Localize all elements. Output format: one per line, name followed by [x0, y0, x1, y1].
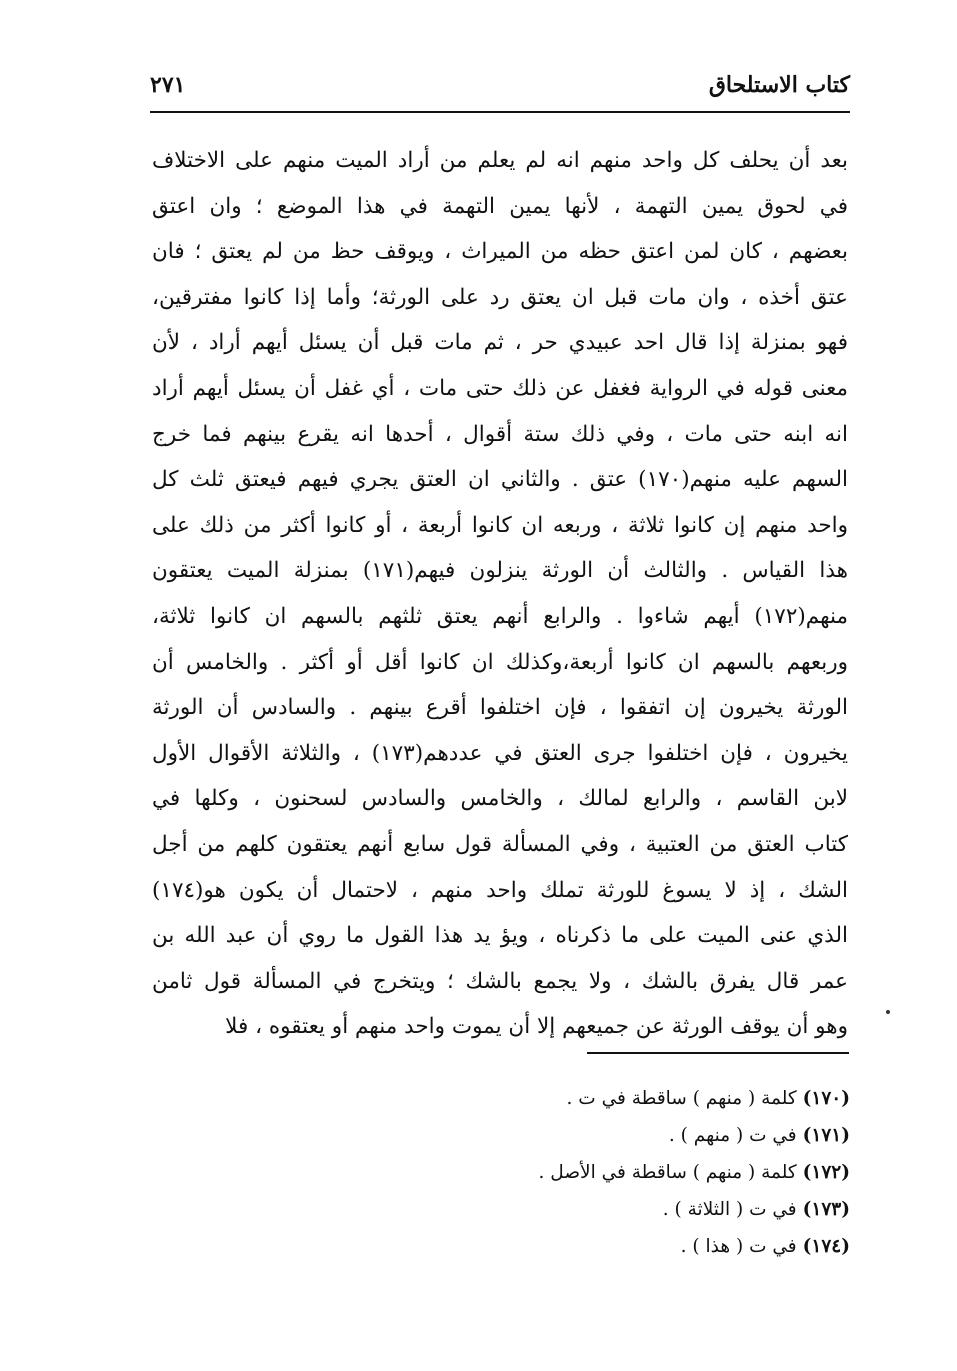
page-header: [150, 70, 850, 110]
footnote-number: (١٧١): [802, 1125, 850, 1146]
text-line: بعد أن يحلف كل واحد منهم انه لم يعلم من أراد الميت منهم على الاختلاف: [152, 148, 848, 173]
footnote-text: في ت ( الثلاثة ) .: [662, 1199, 797, 1220]
page-number: ٢٧١: [150, 72, 186, 98]
footnote-text: كلمة ( منهم ) ساقطة في الأصل .: [538, 1162, 797, 1183]
text-line: هذا القياس . والثالث أن الورثة ينزلون فيهم(١٧١) بمنزلة الميت يعتقون: [152, 558, 848, 584]
text-line: عتق أخذه ، وان مات قبل ان يعتق رد على الورثة؛ وأما إذا كانوا مفترقين،: [152, 284, 848, 310]
footnote-text: في ت ( منهم ) .: [668, 1125, 797, 1146]
text-line: يخيرون ، فإن اختلفوا جرى العتق في عددهم(١٧٣) ، والثلاثة الأقوال الأول: [152, 740, 848, 766]
footnote: [300, 1191, 850, 1228]
footnote-number: (١٧٠): [802, 1088, 850, 1109]
footnote-text: كلمة ( منهم ) ساقطة في ت .: [566, 1088, 797, 1109]
footnote-number: (١٧٢): [802, 1162, 850, 1183]
text-line: بعضهم ، كان لمن اعتق حظه من الميراث ، ويوقف حظ من لم يعتق ؛ فان: [152, 239, 848, 265]
footnote-separator: [587, 1052, 849, 1054]
footnote-number: (١٧٤): [802, 1236, 850, 1257]
text-line: واحد منهم إن كانوا ثلاثة ، وربعه ان كانوا أربعة ، أو كانوا أكثر من ذلك على: [152, 512, 848, 538]
footnote: [300, 1117, 850, 1154]
text-line: الورثة يخيرون إن اتفقوا ، فإن اختلفوا أقرع بينهم . والسادس أن الورثة: [152, 695, 848, 721]
footnote-number: (١٧٣): [802, 1199, 850, 1220]
footnote: [300, 1154, 850, 1191]
text-line: معنى قوله في الرواية فغفل عن ذلك حتى مات ، أي غفل أن يسئل أيهم أراد: [152, 375, 848, 401]
text-line: كتاب العتق من العتبية ، وفي المسألة قول سابع أنهم يعتقون كلهم من أجل: [152, 831, 848, 857]
running-title: كتاب الاستلحاق: [708, 72, 850, 98]
text-line: لابن القاسم ، والرابع لمالك ، والخامس والسادس لسحنون ، وكلها في: [152, 786, 848, 812]
text-line: في لحوق يمين التهمة ، لأنها يمين التهمة في هذا الموضع ؛ وان اعتق: [152, 193, 848, 219]
main-text: [152, 138, 848, 1050]
header-rule: [150, 111, 850, 113]
text-line: انه ابنه حتى مات ، وفي ذلك ستة أقوال ، أحدها انه يقرع بينهم فما خرج: [152, 421, 848, 447]
text-line: فهو بمنزلة إذا قال احد عبيدي حر ، ثم مات قبل أن يسئل أيهم أراد ، لأن: [152, 330, 848, 356]
text-line: السهم عليه منهم(١٧٠) عتق . والثاني ان العتق يجري فيهم فيعتق ثلث كل: [152, 467, 848, 493]
text-line: منهم(١٧٢) أيهم شاءوا . والرابع أنهم يعتق ثلثهم بالسهم ان كانوا ثلاثة،: [152, 603, 848, 629]
text-line: الذي عنى الميت على ما ذكرناه ، ويؤ يد هذا القول ما روي أن عبد الله بن: [152, 923, 848, 949]
text-line: عمر قال يفرق بالشك ، ولا يجمع بالشك ؛ ويتخرج في المسألة قول ثامن: [152, 968, 848, 994]
text-line: الشك ، إذ لا يسوغ للورثة تملك واحد منهم ، لاحتمال أن يكون هو(١٧٤): [152, 877, 848, 903]
margin-mark: [886, 1010, 890, 1014]
text-line: وهو أن يوقف الورثة عن جميعهم إلا أن يموت واحد منهم أو يعتقوه ، فلا: [225, 1014, 848, 1040]
text-line: وربعهم بالسهم ان كانوا أربعة،وكذلك ان كانوا أقل أو أكثر . والخامس أن: [152, 649, 848, 675]
footnote: [300, 1080, 850, 1117]
footnotes: [300, 1080, 850, 1265]
footnote-text: في ت ( هذا ) .: [680, 1236, 797, 1257]
footnote: [300, 1228, 850, 1265]
